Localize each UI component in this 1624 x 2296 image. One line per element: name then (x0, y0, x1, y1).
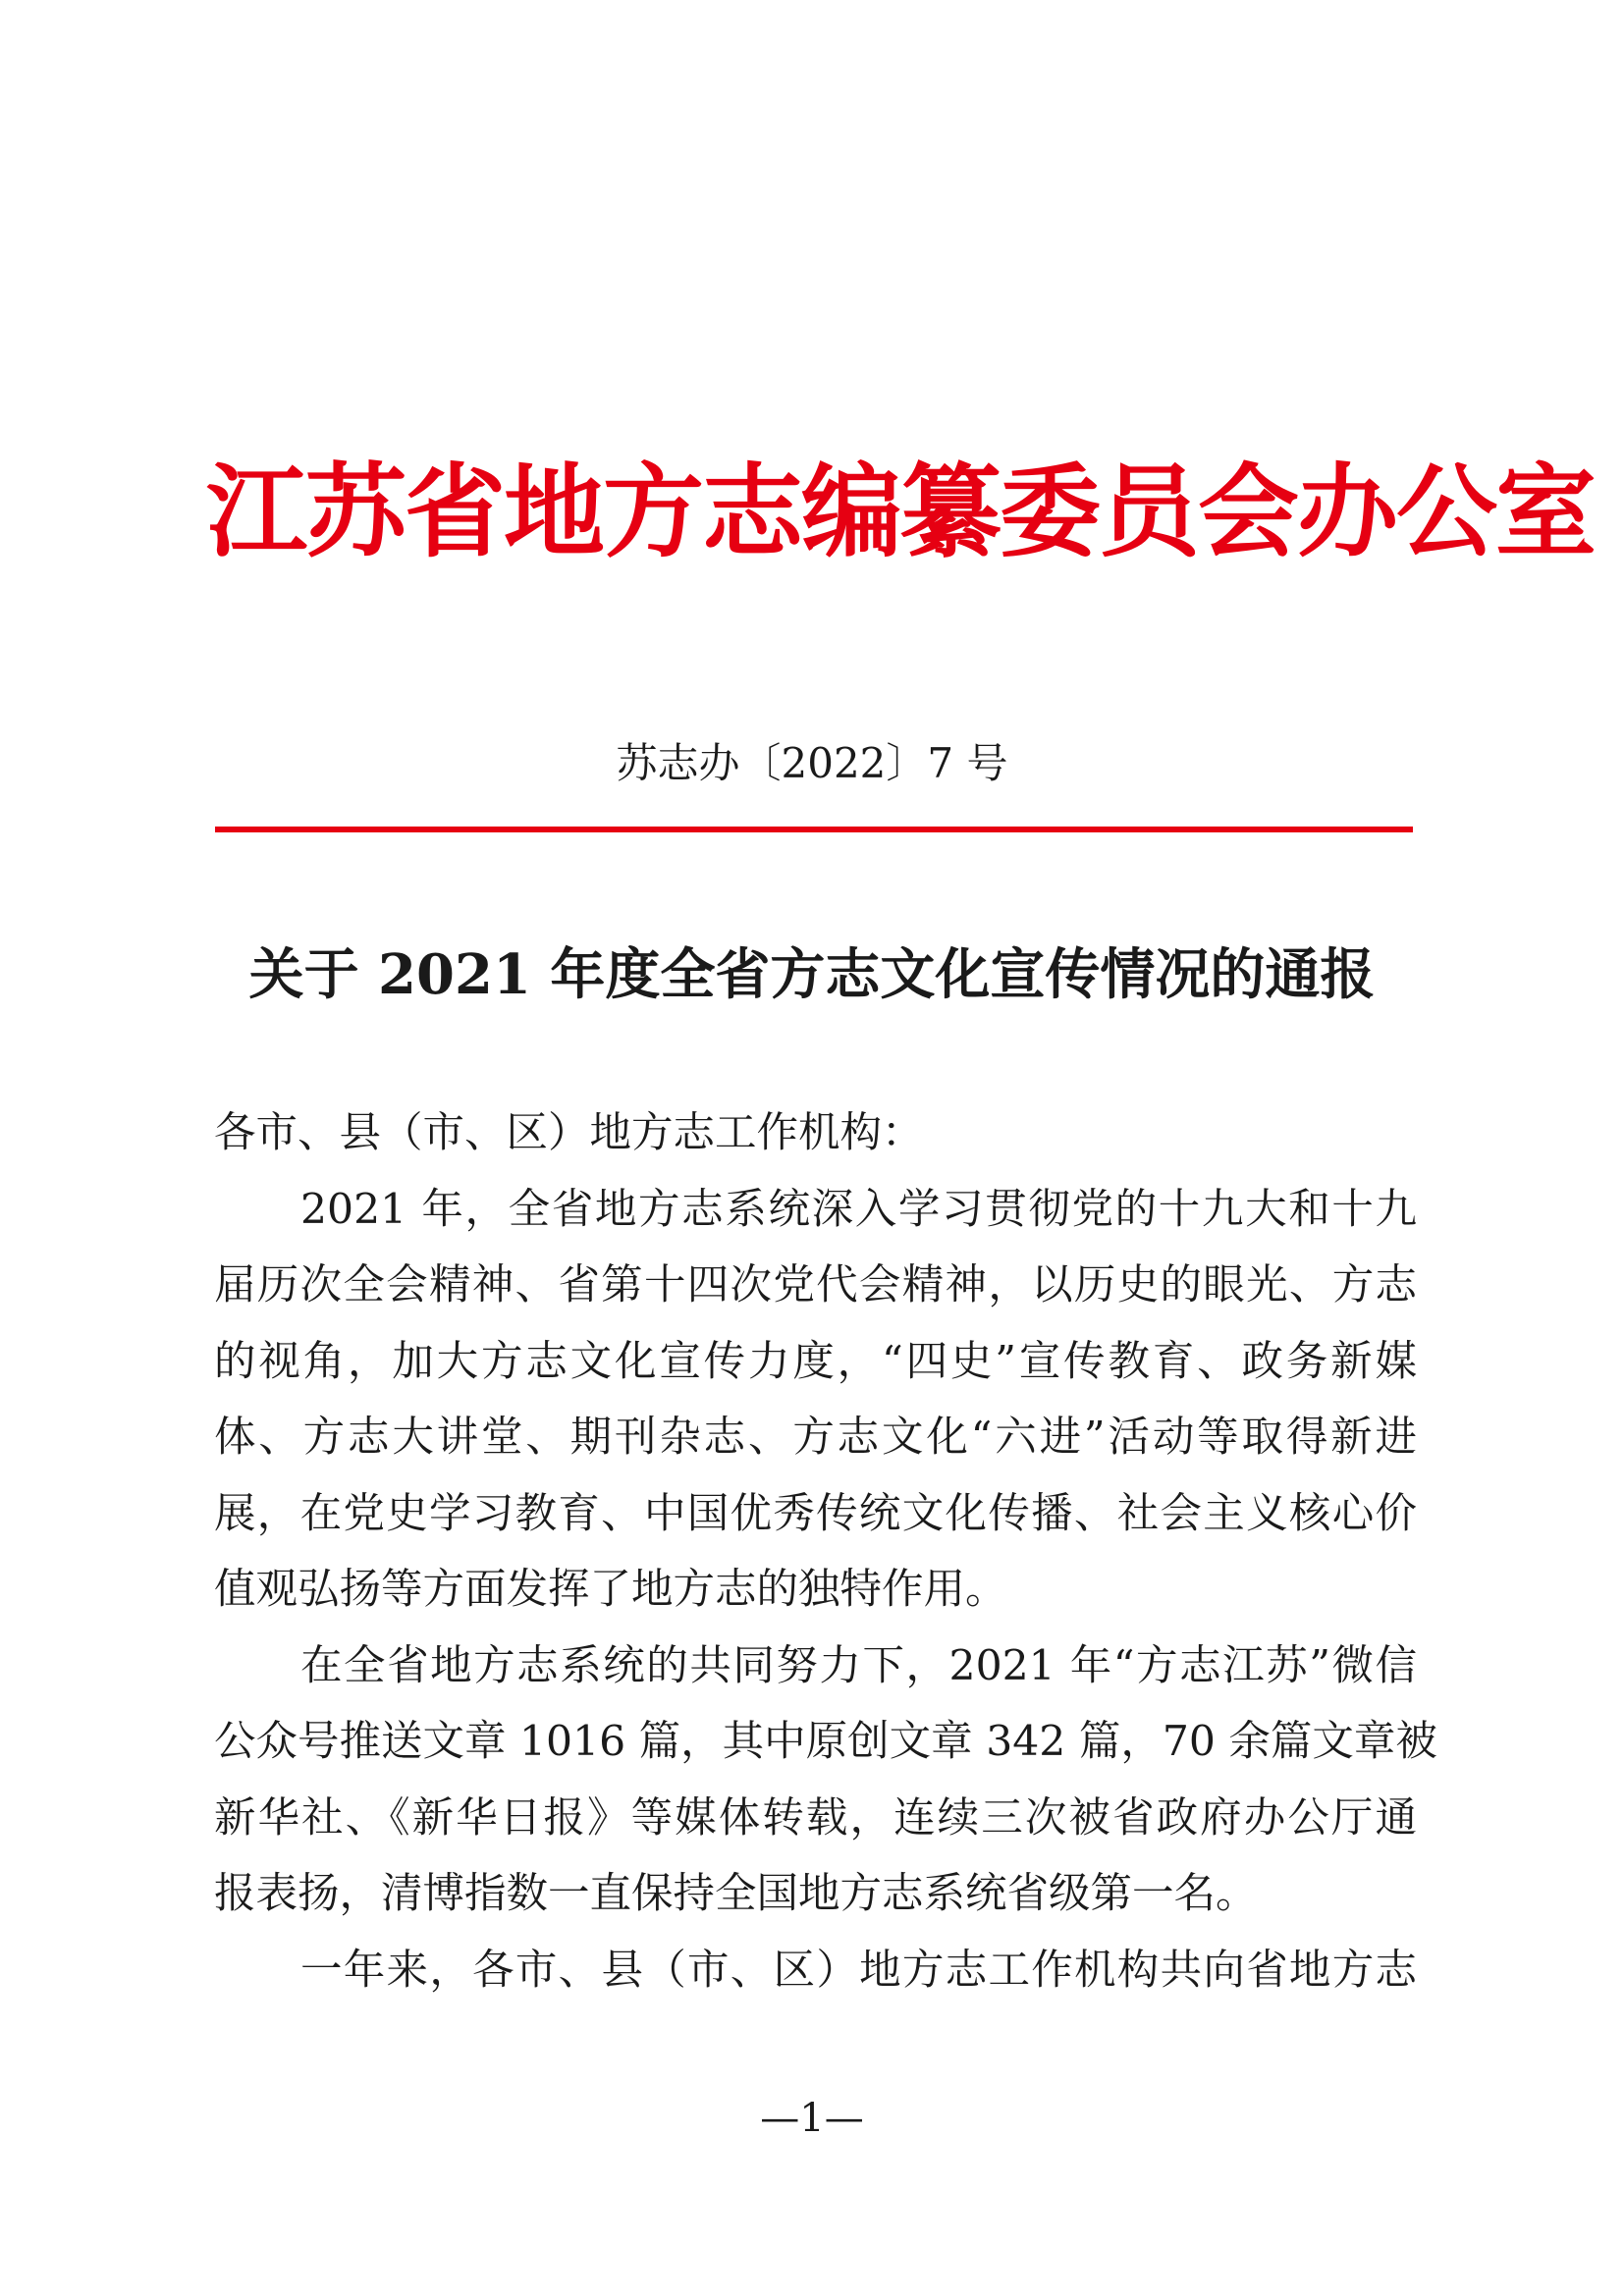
salutation: 各市、县（市、区）地方志工作机构： (214, 1109, 924, 1157)
paragraph-1 (214, 1172, 1417, 1629)
notice-title: 关于 2021 年度全省方志文化宣传情况的通报 (248, 942, 1376, 1007)
issuer-letterhead: 江苏省地方志编纂委员会办公室 (206, 453, 1595, 571)
document-number: 苏志办〔2022〕7 号 (616, 739, 1008, 787)
red-divider-rule (215, 827, 1413, 832)
paragraph-line: 在全省地方志系统的共同努力下，2021 年“方志江苏”微信 (300, 1641, 1417, 1690)
paragraph-3 (214, 1933, 1417, 2009)
paragraph-line: 公众号推送文章 1016 篇，其中原创文章 342 篇，70 余篇文章被 (214, 1718, 1437, 1766)
paragraph-line: 新华社、《新华日报》等媒体转载，连续三次被省政府办公厅通 (214, 1793, 1417, 1842)
paragraph-line: 2021 年，全省地方志系统深入学习贯彻党的十九大和十九 (300, 1185, 1417, 1234)
paragraph-line: 一年来，各市、县（市、区）地方志工作机构共向省地方志 (300, 1946, 1417, 1995)
page-number: —1— (760, 2096, 864, 2141)
paragraph-line: 值观弘扬等方面发挥了地方志的独特作用。 (214, 1566, 1007, 1614)
paragraph-line: 的视角，加大方志文化宣传力度，“四史”宣传教育、政务新媒 (214, 1337, 1417, 1386)
notice-body (214, 1095, 1437, 2008)
paragraph-line: 体、方志大讲堂、期刊杂志、方志文化“六进”活动等取得新进 (214, 1414, 1417, 1462)
paragraph-line: 报表扬，清博指数一直保持全国地方志系统省级第一名。 (214, 1870, 1258, 1918)
paragraph-2 (214, 1629, 1437, 1933)
paragraph-line: 展，在党史学习教育、中国优秀传统文化传播、社会主义核心价 (214, 1489, 1417, 1538)
paragraph-line: 届历次全会精神、省第十四次党代会精神，以历史的眼光、方志 (214, 1261, 1417, 1309)
